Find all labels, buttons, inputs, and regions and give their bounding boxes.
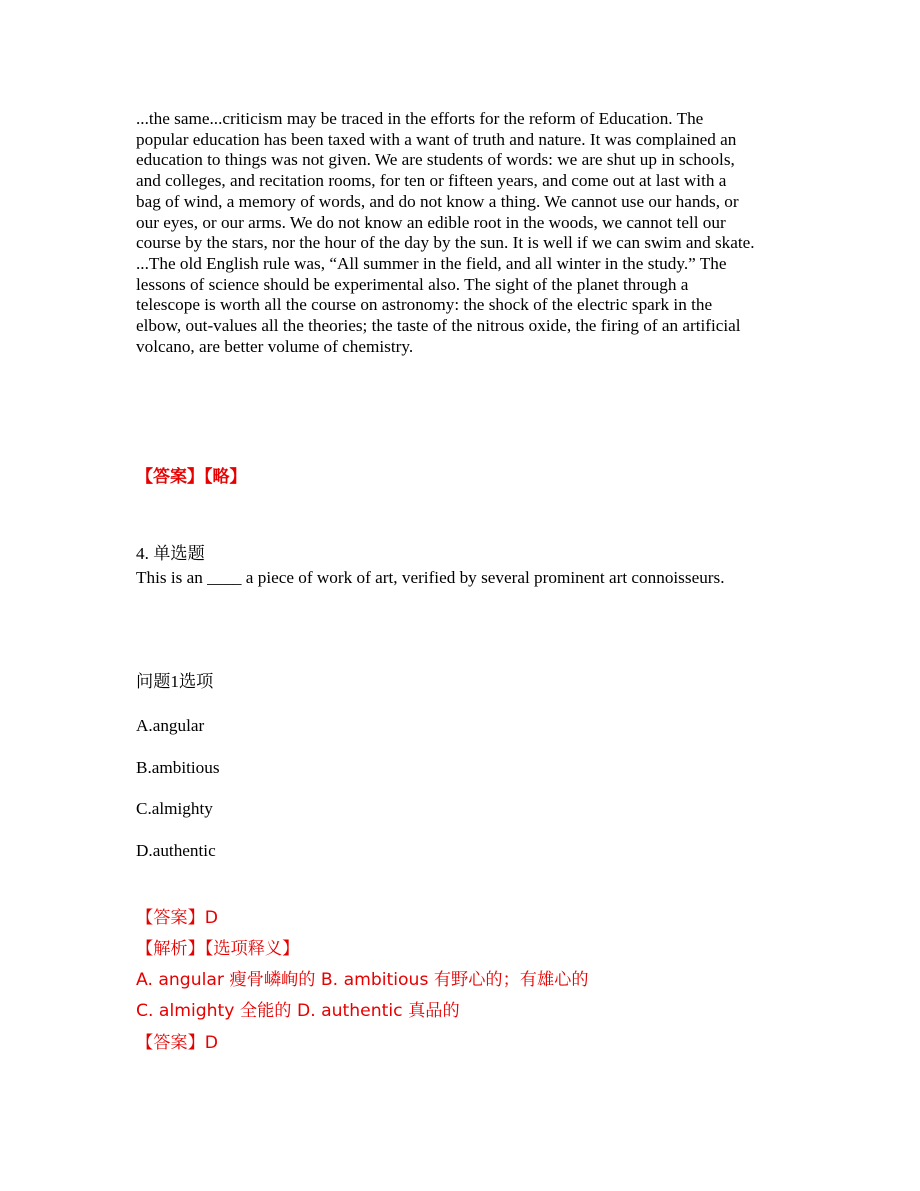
option-c[interactable]: C.almighty [136, 799, 213, 818]
passage-line: course by the stars, nor the hour of the day by the sun. It is well if we can swim and skate. [136, 233, 755, 253]
answer-line: 【答案】D [136, 908, 218, 928]
passage-line: popular education has been taxed with a want of truth and nature. It was complained an [136, 129, 737, 149]
passage-line: ...the same...criticism may be traced in the efforts for the reform of Education. The [136, 109, 704, 128]
option-b[interactable]: B.ambitious [136, 758, 220, 777]
previous-answer-label: 【答案】【略】 [136, 467, 247, 487]
passage-line: ...The old English rule was, “All summer in the field, and all winter in the study.” The [136, 253, 727, 273]
passage-line: bag of wind, a memory of words, and do not know a thing. We cannot use our hands, or [136, 191, 739, 211]
reading-passage [136, 109, 796, 357]
passage-line: elbow, out-values all the theories; the taste of the nitrous oxide, the firing of an artificial [136, 316, 741, 336]
option-a[interactable]: A.angular [136, 716, 205, 735]
passage-line: and colleges, and recitation rooms, for ten or fifteen years, and come out at last with a [136, 171, 727, 191]
analysis-heading: 【解析】【选项释义】 [136, 939, 300, 959]
option-definitions-line: A. angular 瘦骨嶙峋的 B. ambitious 有野心的；有雄心的 [136, 970, 589, 990]
question-stem: This is an ____ a piece of work of art, verified by several prominent art connoisseurs. [136, 568, 725, 587]
passage-line: lessons of science should be experimental also. The sight of the planet through a [136, 274, 689, 294]
passage-line: our eyes, or our arms. We do not know an edible root in the woods, we cannot tell our [136, 212, 726, 232]
passage-line: education to things was not given. We are students of words: we are shut up in schools, [136, 150, 735, 170]
answer-line-repeat: 【答案】D [136, 1033, 218, 1053]
option-definitions-line: C. almighty 全能的 D. authentic 真品的 [136, 1001, 460, 1021]
option-d[interactable]: D.authentic [136, 841, 216, 860]
passage-line: telescope is worth all the course on astronomy: the shock of the electric spark in the [136, 295, 713, 315]
sub-question-label: 问题1选项 [136, 672, 214, 691]
question-header: 4. 单选题 [136, 544, 205, 563]
passage-line: volcano, are better volume of chemistry. [136, 336, 414, 356]
